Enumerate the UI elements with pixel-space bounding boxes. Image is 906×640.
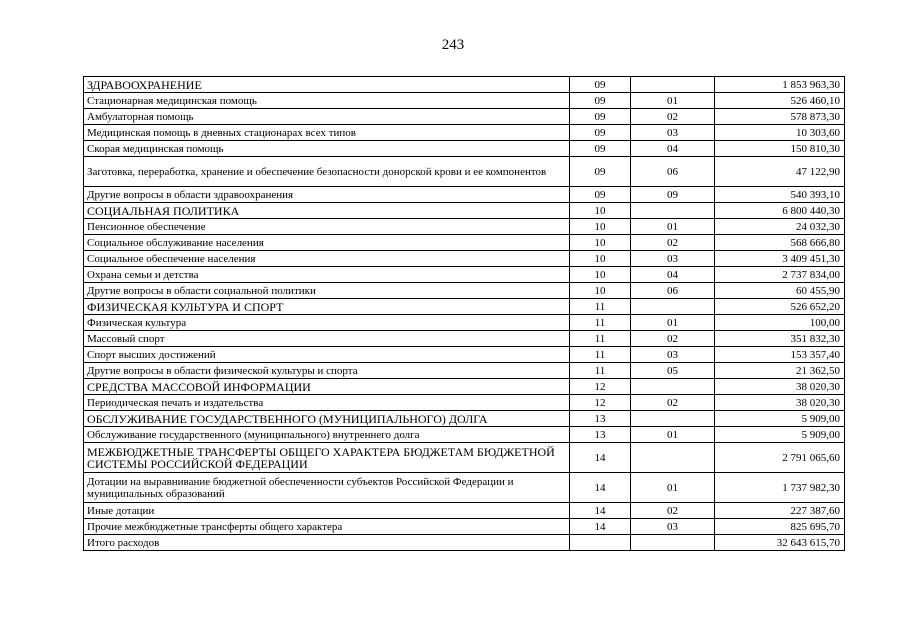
row-section-code-cell — [570, 535, 631, 551]
row-amount-cell: 60 455,90 — [715, 283, 845, 299]
table-row — [84, 395, 845, 411]
row-amount-cell: 1 853 963,30 — [715, 77, 845, 93]
row-section-code-cell: 14 — [570, 503, 631, 519]
row-name-cell: Физическая культура — [84, 315, 570, 331]
table-row — [84, 157, 845, 187]
row-name-cell: Пенсионное обеспечение — [84, 219, 570, 235]
row-amount-cell: 2 791 065,60 — [715, 443, 845, 473]
row-name-cell: Дотации на выравнивание бюджетной обеспеченности субъектов Российской Федерации и муниципальных образований — [84, 473, 570, 503]
row-name-cell: Социальное обеспечение населения — [84, 251, 570, 267]
row-section-code-cell: 12 — [570, 395, 631, 411]
row-name-cell: Другие вопросы в области социальной политики — [84, 283, 570, 299]
row-amount-cell: 540 393,10 — [715, 187, 845, 203]
section-row — [84, 411, 845, 427]
row-subsection-code-cell: 02 — [631, 235, 715, 251]
table-row — [84, 347, 845, 363]
page-number: 243 — [441, 37, 465, 53]
row-name-cell: Итого расходов — [84, 535, 570, 551]
row-name-cell: Спорт высших достижений — [84, 347, 570, 363]
row-name-cell: Прочие межбюджетные трансферты общего характера — [84, 519, 570, 535]
row-amount-cell: 153 357,40 — [715, 347, 845, 363]
row-section-code-cell: 14 — [570, 443, 631, 473]
row-section-code-cell: 09 — [570, 157, 631, 187]
row-section-code-cell: 12 — [570, 379, 631, 395]
row-subsection-code-cell: 03 — [631, 125, 715, 141]
row-name-cell: Иные дотации — [84, 503, 570, 519]
row-section-code-cell: 10 — [570, 203, 631, 219]
table-row — [84, 187, 845, 203]
row-subsection-code-cell: 02 — [631, 503, 715, 519]
row-section-code-cell: 10 — [570, 219, 631, 235]
row-section-code-cell: 11 — [570, 331, 631, 347]
row-name-cell: Периодическая печать и издательства — [84, 395, 570, 411]
table-row — [84, 315, 845, 331]
row-section-code-cell: 09 — [570, 93, 631, 109]
row-section-code-cell: 13 — [570, 427, 631, 443]
row-subsection-code-cell — [631, 535, 715, 551]
row-amount-cell: 21 362,50 — [715, 363, 845, 379]
row-section-code-cell: 09 — [570, 125, 631, 141]
row-subsection-code-cell: 04 — [631, 267, 715, 283]
row-subsection-code-cell: 09 — [631, 187, 715, 203]
row-subsection-code-cell: 01 — [631, 315, 715, 331]
row-section-code-cell: 14 — [570, 473, 631, 503]
row-name-cell: Амбулаторная помощь — [84, 109, 570, 125]
row-subsection-code-cell: 05 — [631, 363, 715, 379]
row-section-code-cell: 10 — [570, 235, 631, 251]
row-amount-cell: 6 800 440,30 — [715, 203, 845, 219]
row-subsection-code-cell — [631, 299, 715, 315]
row-subsection-code-cell: 06 — [631, 157, 715, 187]
row-subsection-code-cell — [631, 203, 715, 219]
row-amount-cell: 5 909,00 — [715, 427, 845, 443]
row-subsection-code-cell: 01 — [631, 427, 715, 443]
row-name-cell: Обслуживание государственного (муниципального) внутреннего долга — [84, 427, 570, 443]
row-subsection-code-cell — [631, 77, 715, 93]
row-subsection-code-cell: 01 — [631, 219, 715, 235]
row-subsection-code-cell — [631, 379, 715, 395]
row-subsection-code-cell: 04 — [631, 141, 715, 157]
row-section-code-cell: 09 — [570, 141, 631, 157]
row-subsection-code-cell: 03 — [631, 347, 715, 363]
row-section-code-cell: 10 — [570, 267, 631, 283]
row-section-code-cell: 09 — [570, 187, 631, 203]
row-name-cell: ОБСЛУЖИВАНИЕ ГОСУДАРСТВЕННОГО (МУНИЦИПАЛЬНОГО) ДОЛГА — [84, 411, 570, 427]
section-row — [84, 443, 845, 473]
row-amount-cell: 1 737 982,30 — [715, 473, 845, 503]
row-name-cell: Массовый спорт — [84, 331, 570, 347]
row-subsection-code-cell — [631, 443, 715, 473]
table-row — [84, 141, 845, 157]
table-row — [84, 519, 845, 535]
table-row — [84, 93, 845, 109]
row-section-code-cell: 14 — [570, 519, 631, 535]
section-row — [84, 203, 845, 219]
row-name-cell: МЕЖБЮДЖЕТНЫЕ ТРАНСФЕРТЫ ОБЩЕГО ХАРАКТЕРА БЮДЖЕТАМ БЮДЖЕТНОЙ СИСТЕМЫ РОССИЙСКОЙ ФЕДЕРАЦИИ — [84, 443, 570, 473]
row-amount-cell: 24 032,30 — [715, 219, 845, 235]
table-row — [84, 219, 845, 235]
row-section-code-cell: 11 — [570, 363, 631, 379]
row-name-cell: Медицинская помощь в дневных стационарах всех типов — [84, 125, 570, 141]
row-amount-cell: 578 873,30 — [715, 109, 845, 125]
row-amount-cell: 38 020,30 — [715, 395, 845, 411]
row-subsection-code-cell: 03 — [631, 251, 715, 267]
row-subsection-code-cell: 01 — [631, 473, 715, 503]
row-amount-cell: 526 460,10 — [715, 93, 845, 109]
row-section-code-cell: 10 — [570, 251, 631, 267]
row-amount-cell: 2 737 834,00 — [715, 267, 845, 283]
row-amount-cell: 38 020,30 — [715, 379, 845, 395]
row-section-code-cell: 10 — [570, 283, 631, 299]
row-name-cell: Скорая медицинская помощь — [84, 141, 570, 157]
row-subsection-code-cell: 03 — [631, 519, 715, 535]
row-amount-cell: 47 122,90 — [715, 157, 845, 187]
row-amount-cell: 150 810,30 — [715, 141, 845, 157]
row-section-code-cell: 13 — [570, 411, 631, 427]
row-name-cell: СОЦИАЛЬНАЯ ПОЛИТИКА — [84, 203, 570, 219]
table-row — [84, 427, 845, 443]
table-row — [84, 109, 845, 125]
row-amount-cell: 5 909,00 — [715, 411, 845, 427]
row-subsection-code-cell: 02 — [631, 395, 715, 411]
table-row — [84, 503, 845, 519]
row-name-cell: Социальное обслуживание населения — [84, 235, 570, 251]
row-name-cell: Охрана семьи и детства — [84, 267, 570, 283]
row-name-cell: ФИЗИЧЕСКАЯ КУЛЬТУРА И СПОРТ — [84, 299, 570, 315]
expenditure-table — [83, 76, 845, 551]
section-row — [84, 299, 845, 315]
section-row — [84, 77, 845, 93]
row-subsection-code-cell: 01 — [631, 93, 715, 109]
row-name-cell: Заготовка, переработка, хранение и обеспечение безопасности донорской крови и ее компонентов — [84, 157, 570, 187]
row-amount-cell: 32 643 615,70 — [715, 535, 845, 551]
table-row — [84, 363, 845, 379]
row-amount-cell: 568 666,80 — [715, 235, 845, 251]
row-section-code-cell: 11 — [570, 315, 631, 331]
table-row — [84, 473, 845, 503]
row-section-code-cell: 11 — [570, 299, 631, 315]
expenditure-table-body — [84, 77, 845, 551]
table-row — [84, 283, 845, 299]
row-amount-cell: 100,00 — [715, 315, 845, 331]
row-section-code-cell: 09 — [570, 109, 631, 125]
table-row — [84, 235, 845, 251]
table-row — [84, 331, 845, 347]
table-row — [84, 251, 845, 267]
section-row — [84, 379, 845, 395]
row-name-cell: ЗДРАВООХРАНЕНИЕ — [84, 77, 570, 93]
table-row — [84, 267, 845, 283]
row-section-code-cell: 11 — [570, 347, 631, 363]
row-name-cell: Другие вопросы в области здравоохранения — [84, 187, 570, 203]
row-amount-cell: 10 303,60 — [715, 125, 845, 141]
row-name-cell: Другие вопросы в области физической культуры и спорта — [84, 363, 570, 379]
row-amount-cell: 526 652,20 — [715, 299, 845, 315]
row-amount-cell: 351 832,30 — [715, 331, 845, 347]
row-section-code-cell: 09 — [570, 77, 631, 93]
row-name-cell: СРЕДСТВА МАССОВОЙ ИНФОРМАЦИИ — [84, 379, 570, 395]
row-subsection-code-cell: 02 — [631, 331, 715, 347]
table-row — [84, 535, 845, 551]
row-subsection-code-cell: 06 — [631, 283, 715, 299]
row-subsection-code-cell — [631, 411, 715, 427]
row-amount-cell: 825 695,70 — [715, 519, 845, 535]
row-amount-cell: 3 409 451,30 — [715, 251, 845, 267]
table-row — [84, 125, 845, 141]
row-amount-cell: 227 387,60 — [715, 503, 845, 519]
row-subsection-code-cell: 02 — [631, 109, 715, 125]
row-name-cell: Стационарная медицинская помощь — [84, 93, 570, 109]
